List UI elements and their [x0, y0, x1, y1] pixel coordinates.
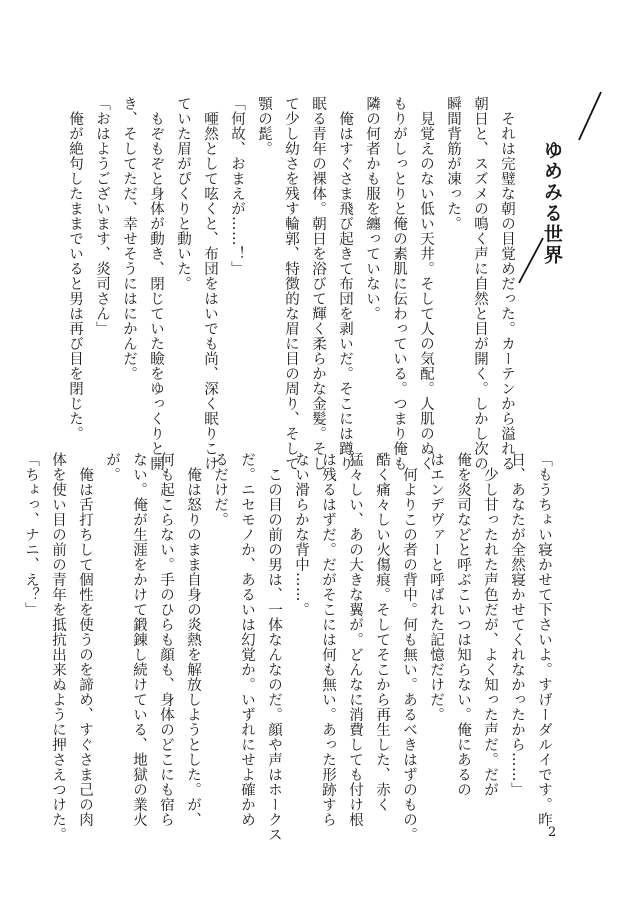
text-line: き、そしてただ、幸せそうにはにかんだ。 — [121, 96, 137, 381]
text-line: 「おはようございます、炎司さん」 — [94, 96, 110, 336]
text-line: この目の前の男は、一体なんなのだ。顔や声はホークス — [266, 452, 282, 842]
chapter-title: ゆめみる世界 — [541, 140, 563, 266]
text-line: て少し幼さを残す輪郭、特徴的な眉に目の周り、そして — [283, 96, 299, 471]
text-line: ない。俺が生涯をかけて鍛錬し続けている、地獄の業火 — [131, 452, 147, 827]
text-line: 「ちょっ、ナニ、え？」 — [23, 452, 39, 617]
text-line: 何よりこの者の背中。何も無い。あるべきはずのもの。 — [401, 452, 417, 842]
text-line: 俺は舌打ちして個性を使うのを諦め、すぐさま己の肉 — [77, 452, 93, 827]
text-line: 俺はすぐさま飛び起きて布団を剥いだ。そこには蹲り — [337, 96, 353, 471]
text-line: は残るはずだ。だがそこには何も無い。あった形跡すら — [320, 452, 336, 827]
text-line: 見覚えのない低い天井。そして人の気配。人肌のぬく — [418, 96, 434, 471]
text-line: 何も起こらない。手のひらも顔も、身体のどこにも宿ら — [158, 452, 174, 827]
lower-text-block — [17, 452, 557, 842]
text-line: 朝日と、スズメの鳴く声に自然と目が開く。しかし次の — [472, 96, 488, 471]
text-line: 俺は怒りのまま自身の炎熱を解放しようとした。が、 — [185, 452, 201, 827]
text-line: が。 — [104, 452, 120, 482]
text-line: 俺が絶句したままでいると男は再び目を閉じた。 — [67, 96, 83, 441]
text-line: ない滑らかな背中……。 — [293, 452, 309, 617]
text-line: 唖然として呟くと、布団をはいでも尚、深く眠りこけ — [202, 96, 218, 471]
text-line: 猛々しい、あの大きな翼が。どんなに消費しても付け根 — [347, 452, 363, 827]
text-line: 隣の何者かも服を纏っていない。 — [364, 96, 380, 321]
text-line: はエンデヴァーと呼ばれた記憶だけだ。 — [428, 452, 444, 722]
text-line: 「何故、おまえが……！」 — [229, 96, 245, 276]
text-line: 眠る青年の裸体。朝日を浴びて輝く柔らかな金髪。そし — [310, 96, 326, 471]
text-line: だ。ニセモノか、あるいは幻覚か。いずれにせよ確かめ — [239, 452, 255, 827]
title-slash-top — [579, 92, 601, 140]
page-number: 2 — [548, 825, 557, 840]
upper-text-block — [61, 96, 520, 471]
text-line: 顎の髭。 — [256, 96, 272, 156]
text-line: 少し甘ったれた声色だが、よく知った声だ。だが — [482, 452, 498, 797]
text-line: もぞもぞと身体が動き、閉じていた瞼をゆっくりと開 — [148, 96, 164, 471]
text-line: 日、あなたが全然寝かせてくれなかったから……」 — [509, 452, 525, 797]
text-line: 俺を炎司などと呼ぶこいつは知らない。俺にあるの — [455, 452, 471, 797]
text-line: 酷く痛々しい火傷痕。そしてそこから再生した、赤く — [374, 452, 390, 812]
title-block — [515, 90, 603, 285]
text-line: それは完璧な朝の目覚めだった。カーテンから溢れる — [499, 96, 515, 471]
text-line: ていた眉がぴくりと動いた。 — [175, 96, 191, 291]
text-line: もりがしっとりと俺の素肌に伝わっている。つまり俺も — [391, 96, 407, 471]
text-line: 体を使い目の前の青年を抵抗出来ぬように押さえつけた。 — [50, 452, 66, 842]
text-line: るだけだ。 — [212, 452, 228, 527]
text-line: 「もうちょい寝かせて下さいよ。すげーダルイです。昨 — [536, 452, 552, 827]
text-line: 瞬間背筋が凍った。 — [445, 96, 461, 231]
